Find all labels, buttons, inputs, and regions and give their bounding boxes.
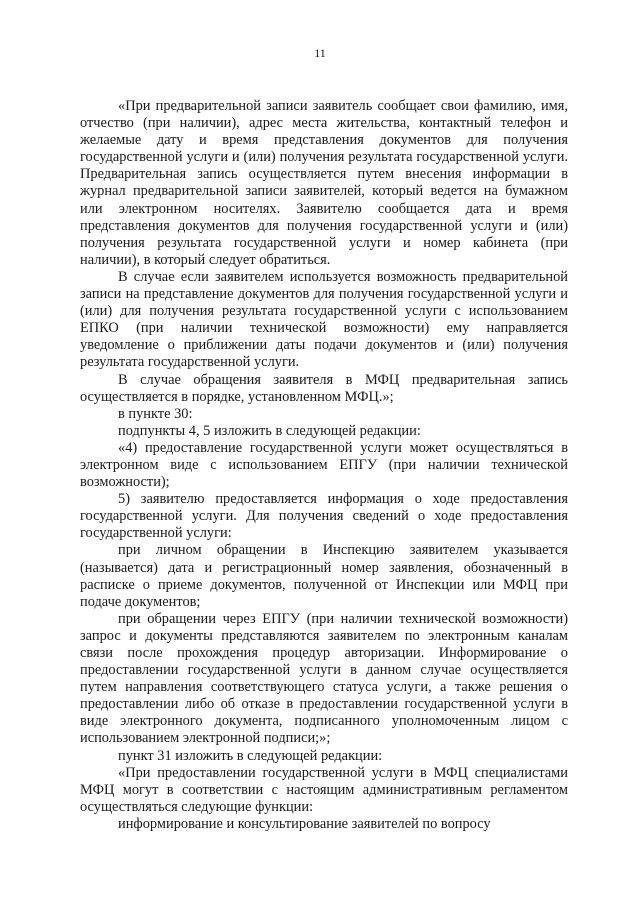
- paragraph-informing: информирование и консультирование заявителей по вопросу: [118, 815, 491, 832]
- page-number: 11: [314, 46, 326, 60]
- paragraph-preliminary-record: «При предварительной записи заявитель сообщает свои фамилию, имя, отчество (при наличии), адрес места жительства, контактный телефон и желаемые дату и время представления документов для получения государственной услуги и (или) получения результата государственной услуги. Предварительная запись осуществляется путем внесения информации в журнал предварительной записи заявителей, который ведется на бумажном или электронном носителях. Заявителю сообщается дата и время представления документов для получения государственной услуги и (или) получения результата государственной услуги и номер кабинета (при наличии), в который следует обратиться.: [80, 98, 568, 268]
- paragraph-subitem-5: 5) заявителю предоставляется информация о ходе предоставления государственной услуги. Для получения сведений о ходе предоставления государственной услуги:: [80, 491, 568, 542]
- paragraph-epko-notification: В случае если заявителем используется возможность предварительной записи на представление документов для получения государственной услуги и (или) для получения результата государственной услуги с использованием ЕПКО (при наличии технической возможности) ему направляется уведомление о приближении даты подачи документов и (или) получения результата государственной услуги.: [80, 268, 568, 371]
- paragraph-subitems-4-5: подпункты 4, 5 изложить в следующей редакции:: [118, 422, 421, 439]
- paragraph-mfc-functions: «При предоставлении государственной услуги в МФЦ специалистами МФЦ могут в соответствии с настоящим административным регламентом осуществляться следующие функции:: [80, 764, 568, 815]
- paragraph-item-31: пункт 31 изложить в следующей редакции:: [118, 747, 383, 764]
- paragraph-mfc-record: В случае обращения заявителя в МФЦ предварительная запись осуществляется в порядке, установленном МФЦ.»;: [80, 371, 568, 405]
- paragraph-epgu-appeal: при обращении через ЕПГУ (при наличии технической возможности) запрос и документы представляются заявителем по электронным каналам связи после прохождения процедур авторизации. Информирование о предоставлении государственной услуги в данном случае осуществляется путем направления соответствующего статуса услуги, а также решения о предоставлении либо об отказе в предоставлении государственной услуги в виде электронного документа, подписанного уполномоченным лицом с использованием электронной подписи;»;: [80, 610, 568, 747]
- paragraph-personal-appeal: при личном обращении в Инспекцию заявителем указывается (называется) дата и регистрационный номер заявления, обозначенный в расписке о приеме документов, полученной от Инспекции или МФЦ при подаче документов;: [80, 542, 568, 610]
- paragraph-item-30: в пункте 30:: [118, 405, 193, 422]
- paragraph-subitem-4: «4) предоставление государственной услуги может осуществляться в электронном виде с использованием ЕПГУ (при наличии технической возможности);: [80, 439, 568, 491]
- document-body: [80, 98, 568, 833]
